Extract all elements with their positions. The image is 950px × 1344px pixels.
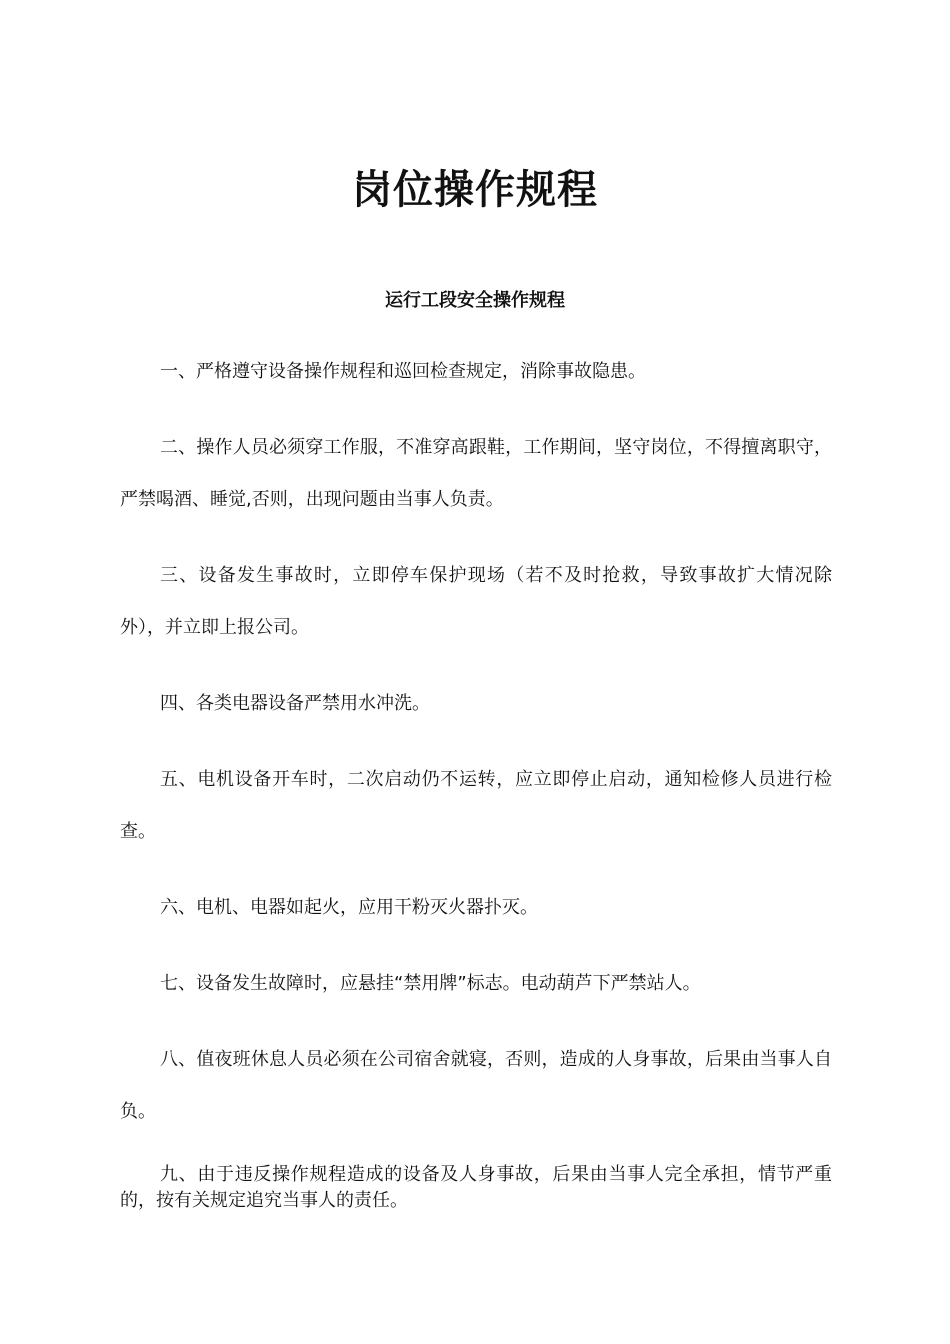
rule-paragraph-9: 九、由于违反操作规程造成的设备及人身事故，后果由当事人完全承担，情节严重的，按有关规定追究当事人的责任。 bbox=[120, 1164, 832, 1211]
section-title: 运行工段安全操作规程 bbox=[385, 290, 565, 311]
rule-paragraph-6: 六、电机、电器如起火，应用干粉灭火器扑灭。 bbox=[160, 897, 538, 918]
rule-paragraph-2: 二、操作人员必须穿工作服，不准穿高跟鞋，工作期间，坚守岗位，不得擅离职守，严禁喝酒、睡觉,否则，出现问题由当事人负责。 bbox=[120, 437, 832, 510]
rule-paragraph-5: 五、电机设备开车时，二次启动仍不运转，应立即停止启动，通知检修人员进行检查。 bbox=[120, 769, 832, 842]
document-body bbox=[120, 346, 832, 1238]
rule-paragraph-4: 四、各类电器设备严禁用水冲洗。 bbox=[160, 693, 430, 714]
rule-paragraph-7: 七、设备发生故障时，应悬挂“禁用牌”标志。电动葫芦下严禁站人。 bbox=[160, 973, 701, 994]
rule-paragraph-1: 一、严格遵守设备操作规程和巡回检查规定，消除事故隐患。 bbox=[160, 361, 646, 382]
document-title: 岗位操作规程 bbox=[352, 167, 598, 213]
rule-paragraph-8: 八、值夜班休息人员必须在公司宿舍就寝，否则，造成的人身事故，后果由当事人自负。 bbox=[120, 1049, 832, 1122]
rule-paragraph-3: 三、设备发生事故时，立即停车保护现场（若不及时抢救，导致事故扩大情况除外），并立即上报公司。 bbox=[120, 565, 832, 638]
